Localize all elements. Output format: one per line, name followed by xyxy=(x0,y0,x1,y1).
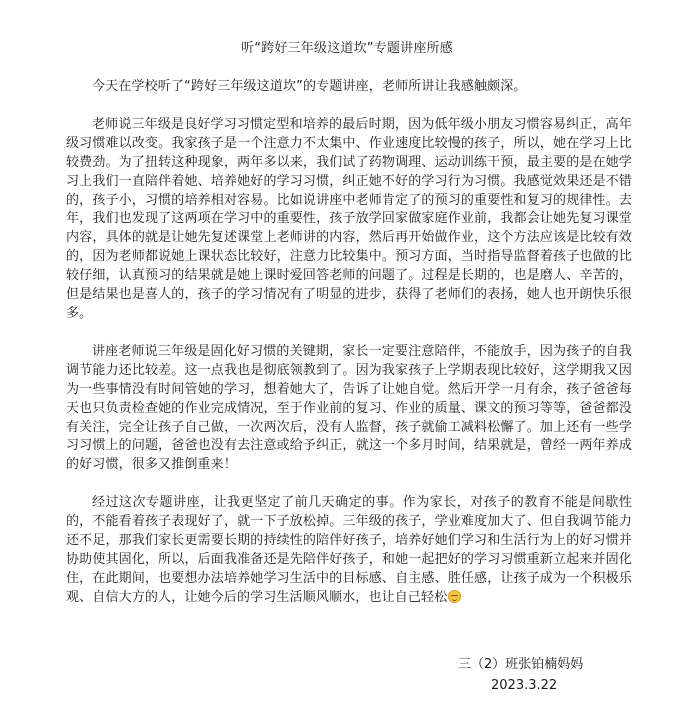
paragraph-intro: 今天在学校听了“跨好三年级这道坎”的专题讲座，老师所讲让我感触颇深。 xyxy=(92,79,527,94)
signature: 三（2）班张铂楠妈妈 xyxy=(458,657,584,672)
date: 2023.3.22 xyxy=(491,678,558,693)
document-title: 听“跨好三年级这道坎”专题讲座所感 xyxy=(241,41,453,56)
paragraph-conclusion xyxy=(66,494,632,607)
document-body xyxy=(66,78,632,608)
relieved-face-icon xyxy=(448,590,461,603)
paragraph-habits: 老师说三年级是良好学习习惯定型和培养的最后时期，因为低年级小朋友习惯容易纠正，高年级习惯难以改变。我家孩子是一个注意力不太集中、作业速度比较慢的孩子，所以，她在学习上比较费劲。为了扭转这种现象，两年多以来，我们试了药物调理、运动训练干预，最主要的是在她学习上我们一直陪伴着她、培养她好的学习习惯，纠正她不好的学习行为习惯。我感觉效果还是不错的，孩子小，习惯的培养相对容易。比如说讲座中老师肯定了的预习的重要性和复习的规律性。去年，我们也发现了这两项在学习中的重要性，孩子放学回家做家庭作业前，我都会让她先复习课堂内容，具体的就是让她先复述课堂上老师讲的内容，然后再开始做作业，这个方法应该是比较有效的，因为老师都说她上课状态比较好，注意力比较集中。预习方面，当时指导监督着孩子也做的比较仔细，认真预习的结果就是她上课时爱回答老师的问题了。过程是长期的，也是磨人、辛苦的，但是结果也是喜人的，孩子的学习情况有了明显的进步，获得了老师们的表扬，她人也开朗快乐很多。 xyxy=(66,116,632,321)
paragraph-conclusion-text: 经过这次专题讲座，让我更坚定了前几天确定的事。作为家长，对孩子的教育不能是间歇性的，不能看着孩子表现好了，就一下子放松掉。三年级的孩子，学业难度加大了、但自我调节能力还不足，那我们家长更需要长期的持续性的陪伴好孩子，培养好她们学习和生活行为上的好习惯并协助使其固化，所以，后面我准备还是先陪伴好孩子，和她一起把好的学习习惯重新立起来并固化住，在此期间，也要想办法培养她学习生活中的目标感、自主感、胜任感，让孩子成为一个积极乐观、自信大方的人，让她今后的学习生活顺风顺水，也让自己轻松 xyxy=(66,495,632,605)
paragraph-consolidation: 讲座老师说三年级是固化好习惯的关键期，家长一定要注意陪伴，不能放手，因为孩子的自我调节能力还比较差。这一点我也是彻底领教到了。因为我家孩子上学期表现比较好，这学期我又因为一些事情没有时间管她的学习，想着她大了，告诉了让她自觉。然后开学一月有余，孩子爸爸每天也只负责检查她的作业完成情况，至于作业前的复习、作业的质量、课文的预习等等，爸爸都没有关注，完全让孩子自己做，一次两次后，没有人监督，孩子就偷工减料松懈了。加上还有一些学习习惯上的问题，爸爸也没有去注意或给予纠正，就这一个多月时间，结果就是，曾经一两年养成的好习惯，很多又推倒重来！ xyxy=(66,343,632,473)
